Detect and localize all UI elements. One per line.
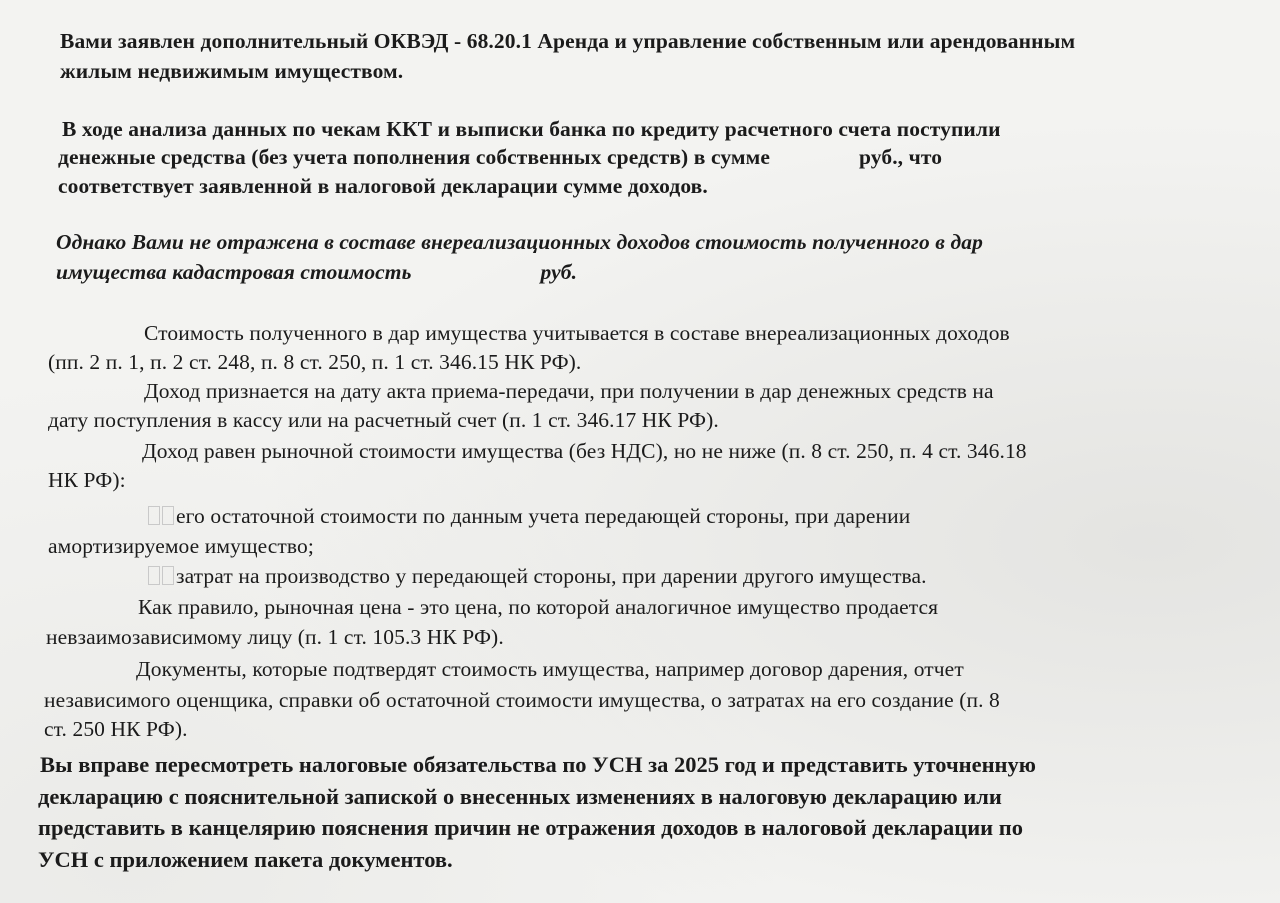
rule-2-line-2: дату поступления в кассу или на расчетный счет (п. 1 ст. 346.17 НК РФ). — [48, 408, 719, 432]
warning-line-1: Однако Вами не отражена в составе внереализационных доходов стоимость полученного в дар — [56, 230, 983, 254]
conclusion-line-3: представить в канцелярию пояснения причин не отражения доходов в налоговой декларации по — [38, 815, 1023, 840]
rule-1-line-1: Стоимость полученного в дар имущества учитывается в составе внереализационных доходов — [144, 321, 1010, 345]
analysis-line-3: соответствует заявленной в налоговой декларации сумме доходов. — [58, 174, 708, 198]
analysis-line-1: В ходе анализа данных по чекам ККТ и выписки банка по кредиту расчетного счета поступили — [62, 117, 1001, 141]
rule-1-line-2: (пп. 2 п. 1, п. 2 ст. 248, п. 8 ст. 250, п. 1 ст. 346.15 НК РФ). — [48, 350, 582, 374]
intro-line-2: жилым недвижимым имуществом. — [60, 59, 404, 83]
bullet-box-icon — [162, 506, 174, 525]
warning-line-2 — [56, 259, 577, 285]
rule-3-line-2: НК РФ): — [48, 468, 126, 492]
conclusion-line-4: УСН с приложением пакета документов. — [38, 847, 453, 872]
bullet-1-line-2: амортизируемое имущество; — [48, 534, 314, 558]
rule-3-line-1: Доход равен рыночной стоимости имущества (без НДС), но не ниже (п. 8 ст. 250, п. 4 ст. 346.18 — [142, 439, 1027, 463]
rule-5-line-2: независимого оценщика, справки об остаточной стоимости имущества, о затратах на его создание (п. 8 — [44, 688, 1000, 712]
rule-4-line-2: невзаимозависимому лицу (п. 1 ст. 105.3 НК РФ). — [46, 625, 504, 649]
analysis-line-2 — [58, 144, 942, 170]
redacted-cadastral-value — [417, 261, 535, 279]
bullet-box-icon — [148, 566, 160, 585]
warning-line-2-start: имущества кадастровая стоимость — [56, 260, 412, 284]
analysis-line-2-end: руб., что — [859, 145, 943, 169]
bullet-1-line-1 — [148, 503, 910, 529]
bullet-1-text: его остаточной стоимости по данным учета передающей стороны, при дарении — [176, 504, 911, 528]
bullet-2-line-1 — [148, 563, 927, 589]
warning-line-2-end: руб. — [540, 260, 578, 284]
rule-2-line-1: Доход признается на дату акта приема-передачи, при получении в дар денежных средств на — [144, 379, 994, 403]
bullet-box-icon — [148, 506, 160, 525]
bullet-box-icon — [162, 566, 174, 585]
conclusion-line-2: декларацию с пояснительной запиской о внесенных изменениях в налоговую декларацию или — [38, 784, 1002, 809]
rule-4-line-1: Как правило, рыночная цена - это цена, по которой аналогичное имущество продается — [138, 595, 939, 619]
rule-5-line-3: ст. 250 НК РФ). — [44, 717, 188, 741]
redacted-amount — [776, 146, 854, 164]
bullet-2-text: затрат на производство у передающей стороны, при дарении другого имущества. — [176, 564, 927, 588]
analysis-line-2-start: денежные средства (без учета пополнения собственных средств) в сумме — [58, 145, 771, 169]
conclusion-line-1: Вы вправе пересмотреть налоговые обязательства по УСН за 2025 год и представить уточненную — [40, 752, 1036, 777]
rule-5-line-1: Документы, которые подтвердят стоимость имущества, например договор дарения, отчет — [136, 657, 964, 681]
intro-line-1: Вами заявлен дополнительный ОКВЭД - 68.20.1 Аренда и управление собственным или арендованным — [60, 29, 1076, 53]
